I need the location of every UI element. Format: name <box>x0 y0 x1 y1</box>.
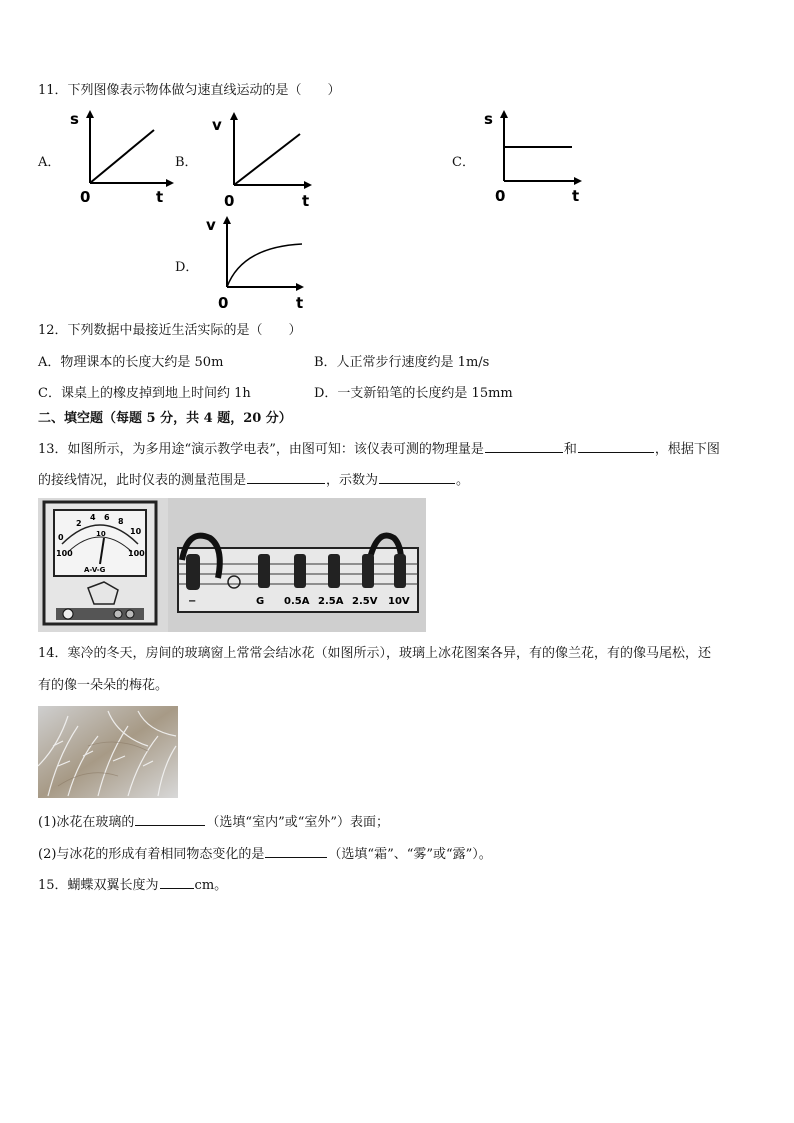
q11-b-origin-label: 0 <box>224 192 235 210</box>
meter-scale-2: 2 <box>76 519 82 528</box>
q15 <box>38 874 227 895</box>
meter-scale-4: 4 <box>90 513 96 522</box>
meter-scale-6: 6 <box>104 513 110 522</box>
q13-meter-image <box>38 498 426 632</box>
q13-blank-2[interactable] <box>578 438 654 453</box>
meter-scale-0: 0 <box>58 533 64 542</box>
q14-sub1 <box>38 811 389 832</box>
q14-sub2 <box>38 843 492 864</box>
q11-option-d-graph <box>202 214 314 314</box>
q14-line1: 14．寒冷的冬天，房间的玻璃窗上常常会结冰花（如图所示），玻璃上冰花图案各异，有的像兰花，有的像马尾松，还 <box>38 646 712 661</box>
meter-face-label: A-V-G <box>84 566 106 574</box>
meter-terminal-g: G <box>256 596 265 607</box>
meter-terminal-minus: − <box>188 596 197 607</box>
q14-sub1-text-b: （选填“室内”或“室外”）表面； <box>206 815 390 830</box>
q12-option-a[interactable]: A．物理课本的长度大约是 50m <box>38 355 224 370</box>
q11-stem: 11．下列图像表示物体做匀速直线运动的是（ ） <box>38 83 341 98</box>
q14-line2: 有的像一朵朵的梅花。 <box>38 678 169 693</box>
q14-sub2-text-b: （选填“霜”、“雾”或“露”）。 <box>328 847 492 862</box>
q14-sub2-text-a: (2)与冰花的形成有着相同物态变化的是 <box>38 847 265 862</box>
meter-terminal-2-5a: 2.5A <box>318 596 344 607</box>
q13-blank-4[interactable] <box>379 469 455 484</box>
q12-option-c[interactable]: C．课桌上的橡皮掉到地上时间约 1h <box>38 386 251 401</box>
q12-stem: 12．下列数据中最接近生活实际的是（ ） <box>38 323 302 338</box>
q13-text-2: 和 <box>563 442 577 457</box>
q13-line2 <box>38 469 469 490</box>
q11-b-y-axis-label: v <box>212 116 222 134</box>
q15-blank[interactable] <box>160 874 194 889</box>
meter-scale-mid: 10 <box>96 530 106 538</box>
q11-option-a-label[interactable]: A． <box>38 155 61 170</box>
q14-ice-flower-image <box>38 706 178 798</box>
q15-text-2: cm。 <box>194 878 228 893</box>
q11-c-x-axis-label: t <box>572 187 580 205</box>
q14-blank-1[interactable] <box>135 811 205 826</box>
q11-a-y-axis-label: s <box>70 110 79 128</box>
meter-terminal-10v: 10V <box>388 596 410 607</box>
q11-a-curve <box>90 130 154 183</box>
q13-text-5: ，示数为 <box>326 473 379 488</box>
meter-scale-right: 100 <box>128 549 145 558</box>
q11-option-c-label[interactable]: C． <box>452 155 475 170</box>
q11-c-origin-label: 0 <box>495 187 506 205</box>
q11-d-origin-label: 0 <box>218 294 229 312</box>
meter-scale-10: 10 <box>130 527 142 536</box>
q12-option-b[interactable]: B．人正常步行速度约是 1m/s <box>314 355 490 370</box>
q13-line1 <box>38 438 720 459</box>
q11-option-a-graph <box>70 108 180 208</box>
q15-text-1: 15．蝴蝶双翼长度为 <box>38 878 159 893</box>
q13-blank-1[interactable] <box>485 438 563 453</box>
q11-d-curve <box>227 244 302 287</box>
q13-text-4: 的接线情况，此时仪表的测量范围是 <box>38 473 247 488</box>
q11-a-x-axis-label: t <box>156 188 164 206</box>
q11-option-c-graph <box>480 108 590 208</box>
meter-scale-left: 100 <box>56 549 73 558</box>
q11-a-origin-label: 0 <box>80 188 91 206</box>
q11-b-curve <box>234 134 300 185</box>
section-title: 二、填空题（每题 5 分，共 4 题，20 分） <box>38 411 292 426</box>
q12-option-d[interactable]: D．一支新铅笔的长度约是 15mm <box>314 386 513 401</box>
q13-text-1: 13．如图所示，为多用途“演示教学电表”，由图可知：该仪表可测的物理量是 <box>38 442 484 457</box>
meter-scale-8: 8 <box>118 517 124 526</box>
q13-text-3: ，根据下图 <box>654 442 720 457</box>
q13-blank-3[interactable] <box>247 469 325 484</box>
q11-option-b-graph <box>210 110 320 212</box>
q11-option-d-label[interactable]: D． <box>175 260 199 275</box>
meter-terminal-0-5a: 0.5A <box>284 596 310 607</box>
q11-d-y-axis-label: v <box>206 216 216 234</box>
q11-c-y-axis-label: s <box>484 110 493 128</box>
q11-b-x-axis-label: t <box>302 192 310 210</box>
q11-d-x-axis-label: t <box>296 294 304 312</box>
q11-option-b-label[interactable]: B． <box>175 155 198 170</box>
q14-blank-2[interactable] <box>265 843 327 858</box>
q13-text-6: 。 <box>456 473 470 488</box>
meter-terminal-2-5v: 2.5V <box>352 596 378 607</box>
q14-sub1-text-a: (1)冰花在玻璃的 <box>38 815 135 830</box>
